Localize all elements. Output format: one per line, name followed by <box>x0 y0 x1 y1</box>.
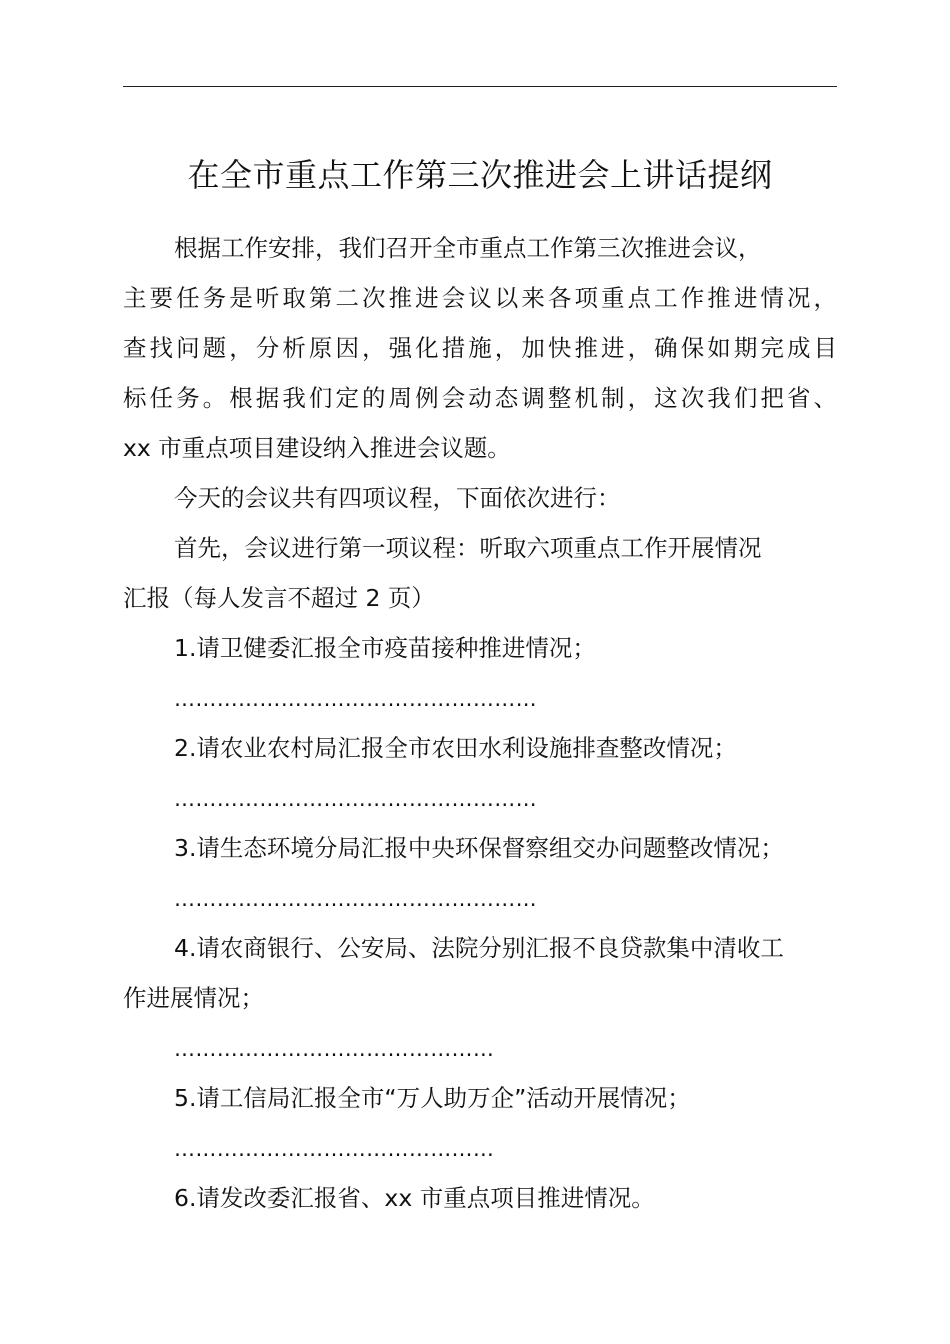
agenda-item-4-line-1: 4.请农商银行、公安局、法院分别汇报不良贷款集中清收工 <box>174 934 784 962</box>
dots-placeholder-1: …………………………………………… <box>174 687 537 711</box>
agenda-item-3: 3.请生态环境分局汇报中央环保督察组交办问题整改情况； <box>174 834 784 862</box>
intro-line-3: 查找问题，分析原因，强化措施，加快推进，确保如期完成目 <box>123 334 837 362</box>
dots-placeholder-3: …………………………………………… <box>174 887 537 911</box>
first-item-line-2: 汇报（每人发言不超过 2 页） <box>123 584 435 612</box>
agenda-item-4-line-2: 作进展情况； <box>123 984 264 1012</box>
first-item-line-1: 首先，会议进行第一项议程：听取六项重点工作开展情况 <box>174 534 762 562</box>
dots-placeholder-2: …………………………………………… <box>174 787 537 811</box>
intro-line-4: 标任务。根据我们定的周例会动态调整机制，这次我们把省、 <box>123 384 837 412</box>
intro-line-5: xx 市重点项目建设纳入推进会议题。 <box>123 434 511 462</box>
agenda-item-5: 5.请工信局汇报全市“万人助万企”活动开展情况； <box>174 1084 691 1112</box>
dots-placeholder-4: ……………………………………… <box>174 1037 495 1061</box>
agenda-item-6: 6.请发改委汇报省、xx 市重点项目推进情况。 <box>174 1184 655 1212</box>
agenda-item-1: 1.请卫健委汇报全市疫苗接种推进情况； <box>174 634 596 662</box>
agenda-item-2: 2.请农业农村局汇报全市农田水利设施排查整改情况； <box>174 734 737 762</box>
agenda-intro: 今天的会议共有四项议程，下面依次进行： <box>174 484 621 512</box>
document-title: 在全市重点工作第三次推进会上讲话提纲 <box>187 156 773 194</box>
intro-line-2: 主要任务是听取第二次推进会议以来各项重点工作推进情况， <box>123 284 837 312</box>
dots-placeholder-5: ……………………………………… <box>174 1137 495 1161</box>
intro-line-1: 根据工作安排，我们召开全市重点工作第三次推进会议， <box>174 234 762 262</box>
header-rule <box>123 86 837 87</box>
